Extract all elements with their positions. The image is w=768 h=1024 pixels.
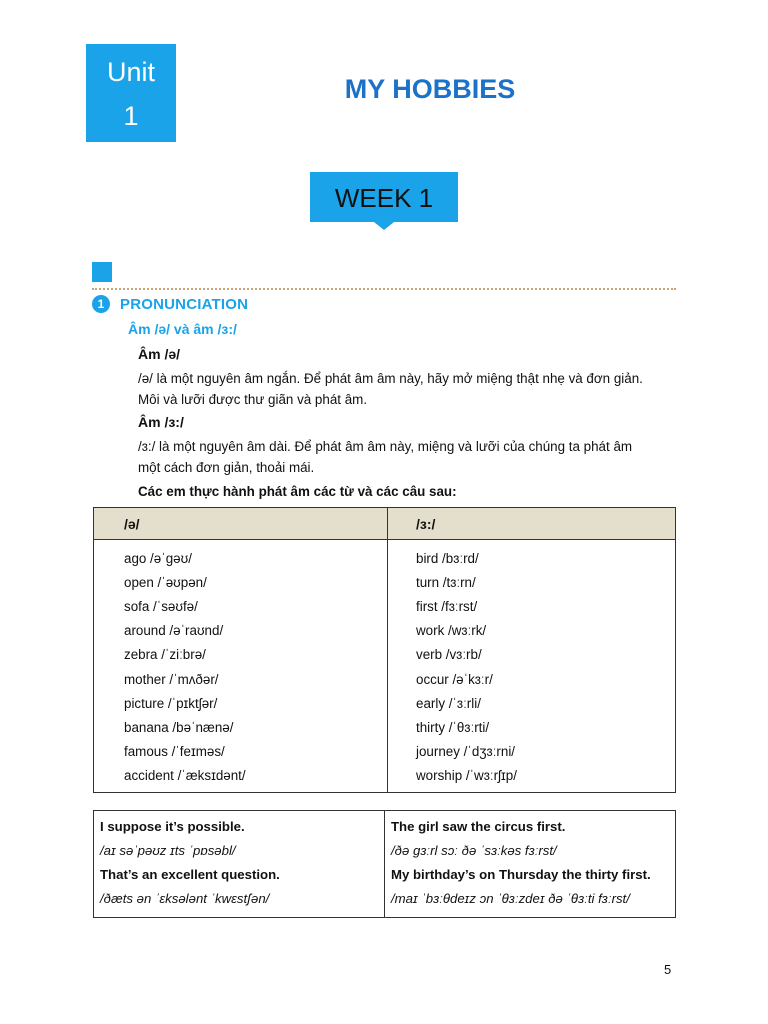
- sound1-heading: Âm /ə/: [138, 346, 181, 362]
- table-cell: occur /əˈkɜːr/: [388, 667, 676, 691]
- table-row: [94, 764, 676, 793]
- table-cell: banana /bəˈnænə/: [94, 715, 388, 739]
- table-cell: turn /tɜːrn/: [388, 570, 676, 594]
- dotted-divider: [92, 288, 676, 290]
- page-title: MY HOBBIES: [344, 74, 516, 104]
- table-cell: open /ˈəʊpən/: [94, 570, 388, 594]
- table-header-row: [94, 508, 676, 540]
- practice-instruction: Các em thực hành phát âm các từ và các câu sau:: [138, 484, 457, 499]
- sentence-text: My birthday’s on Thursday the thirty first.: [391, 867, 651, 882]
- table-cell: journey /ˈdʒɜːrni/: [388, 740, 676, 764]
- table-cell: sofa /ˈsəʊfə/: [94, 594, 388, 618]
- sound2-heading: Âm /ɜ:/: [138, 414, 184, 430]
- sentence-phonetic: /ðə gɜːrl sɔː ðə ˈsɜːkəs fɜːrst/: [391, 843, 557, 858]
- sentence-table: [93, 810, 676, 918]
- table-cell: ago /əˈɡəʊ/: [94, 540, 388, 571]
- table-row: [94, 570, 676, 594]
- table-cell: first /fɜːrst/: [388, 594, 676, 618]
- table-cell: zebra /ˈziːbrə/: [94, 643, 388, 667]
- table-cell: worship /ˈwɜːrʃɪp/: [388, 764, 676, 793]
- sentence-cell-left: [94, 811, 385, 918]
- table-row: [94, 715, 676, 739]
- table-row: [94, 740, 676, 764]
- section-marker-square-icon: [92, 262, 112, 282]
- vowel-word-table: [93, 507, 676, 793]
- unit-badge: [86, 44, 176, 142]
- sentence-text: That’s an excellent question.: [100, 867, 280, 882]
- sentence-phonetic: /ðæts ən ˈɛksələnt ˈkwɛstʃən/: [100, 891, 270, 906]
- unit-label: Unit: [106, 57, 155, 87]
- week-banner: [310, 172, 458, 230]
- table-row: [94, 691, 676, 715]
- week-label: WEEK 1: [310, 172, 458, 222]
- column-header-schwa: /ə/: [94, 508, 388, 540]
- table-row: [94, 667, 676, 691]
- sound2-line-2: một cách đơn giản, thoải mái.: [138, 460, 315, 475]
- sound2-description: [138, 436, 676, 478]
- table-row: [94, 619, 676, 643]
- table-cell: bird /bɜːrd/: [388, 540, 676, 571]
- sound1-line-1: /ə/ là một nguyên âm ngắn. Để phát âm âm này, hãy mở miệng thật nhẹ và đơn giản.: [138, 371, 643, 386]
- table-cell: famous /ˈfeɪməs/: [94, 740, 388, 764]
- table-cell: mother /ˈmʌðər/: [94, 667, 388, 691]
- unit-number: 1: [123, 101, 139, 131]
- table-cell: around /əˈraʊnd/: [94, 619, 388, 643]
- sentence-phonetic: /maɪ ˈbɜːθdeɪz ɔn ˈθɜːzdeɪ ðə ˈθɜːti fɜːrst/: [391, 891, 630, 906]
- section-title: PRONUNCIATION: [120, 295, 249, 313]
- sentence-text: The girl saw the circus first.: [391, 819, 566, 834]
- column-header-long-er: /ɜ:/: [388, 508, 676, 540]
- table-cell: early /ˈɜːrli/: [388, 691, 676, 715]
- sentence-text: I suppose it’s possible.: [100, 819, 245, 834]
- section-number-badge: 1: [92, 295, 110, 313]
- sound1-description: [138, 368, 676, 410]
- table-cell: work /wɜːrk/: [388, 619, 676, 643]
- table-cell: thirty /ˈθɜːrti/: [388, 715, 676, 739]
- sub-heading: Âm /ə/ và âm /ɜ:/: [128, 321, 237, 337]
- table-row: [94, 540, 676, 571]
- sentence-phonetic: /aɪ səˈpəʊz ɪts ˈpɒsəbl/: [100, 843, 236, 858]
- section-heading: [92, 294, 248, 314]
- table-row: [94, 643, 676, 667]
- sentence-cell-right: [385, 811, 676, 918]
- table-cell: picture /ˈpɪktʃər/: [94, 691, 388, 715]
- table-row: [94, 594, 676, 618]
- sound2-line-1: /ɜ:/ là một nguyên âm dài. Để phát âm âm này, miệng và lưỡi của chúng ta phát âm: [138, 439, 633, 454]
- week-pointer-icon: [374, 222, 394, 230]
- page-number: 5: [664, 962, 672, 977]
- sound1-line-2: Môi và lưỡi được thư giãn và phát âm.: [138, 392, 368, 407]
- table-cell: accident /ˈæksɪdənt/: [94, 764, 388, 793]
- table-cell: verb /vɜːrb/: [388, 643, 676, 667]
- table-row: [94, 811, 676, 918]
